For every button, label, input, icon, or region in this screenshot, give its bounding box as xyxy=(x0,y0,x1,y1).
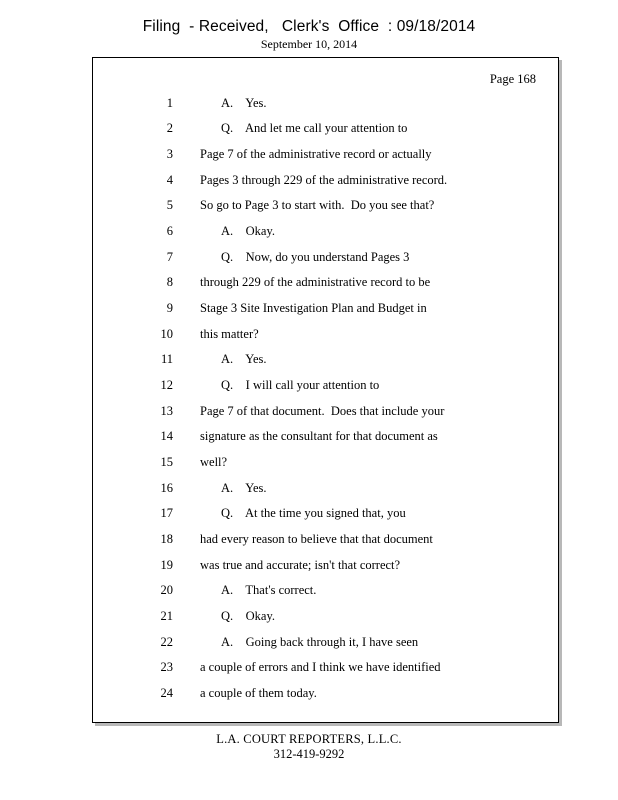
transcript-line: Q. At the time you signed that, you xyxy=(221,506,406,520)
line-number: 13 xyxy=(160,404,173,418)
transcript-line: So go to Page 3 to start with. Do you see that? xyxy=(200,198,435,212)
transcript-line: A. That's correct. xyxy=(221,583,317,597)
transcript-line: Q. Now, do you understand Pages 3 xyxy=(221,250,410,264)
transcript-line: Q. I will call your attention to xyxy=(221,378,380,392)
transcript-line: A. Going back through it, I have seen xyxy=(221,635,419,649)
transcript-line: was true and accurate; isn't that correct? xyxy=(200,558,401,572)
transcript-line: signature as the consultant for that document as xyxy=(200,429,438,443)
line-number: 24 xyxy=(160,686,173,700)
line-number: 14 xyxy=(160,429,173,443)
line-number: 3 xyxy=(166,147,173,161)
transcript-line: Page 7 of the administrative record or actually xyxy=(200,147,432,161)
page-number: Page 168 xyxy=(489,72,536,86)
line-number: 22 xyxy=(160,635,173,649)
line-number: 19 xyxy=(160,558,173,572)
transcript-line: Q. And let me call your attention to xyxy=(221,121,408,135)
transcript-line: A. Yes. xyxy=(221,352,267,366)
transcript-line: well? xyxy=(200,455,228,469)
transcript-line: a couple of them today. xyxy=(200,686,317,700)
line-number: 21 xyxy=(160,609,173,623)
transcript-line: A. Okay. xyxy=(221,224,276,238)
deposition-date: September 10, 2014 xyxy=(260,37,358,51)
line-number: 18 xyxy=(160,532,173,546)
transcript-line: had every reason to believe that that document xyxy=(200,532,433,546)
transcript-line: Pages 3 through 229 of the administrative record. xyxy=(200,173,448,187)
line-number: 7 xyxy=(166,250,173,264)
line-number: 4 xyxy=(166,173,173,187)
transcript-line: Q. Okay. xyxy=(221,609,276,623)
line-number: 6 xyxy=(166,224,173,238)
filing-stamp: Filing - Received, Clerk's Office : 09/18/2014 xyxy=(142,18,476,35)
line-number: 5 xyxy=(166,198,173,212)
line-number: 23 xyxy=(160,660,173,674)
line-number: 1 xyxy=(166,96,173,110)
transcript-line: this matter? xyxy=(200,327,259,341)
line-number: 20 xyxy=(160,583,173,597)
line-number: 2 xyxy=(166,121,173,135)
line-number: 17 xyxy=(160,506,173,520)
line-number: 10 xyxy=(160,327,173,341)
transcript-page xyxy=(92,57,559,723)
line-number: 12 xyxy=(160,378,173,392)
transcript-line: Stage 3 Site Investigation Plan and Budget in xyxy=(200,301,427,315)
transcript-line: A. Yes. xyxy=(221,96,267,110)
transcript-line: a couple of errors and I think we have identified xyxy=(200,660,441,674)
line-number: 11 xyxy=(160,352,173,366)
line-number: 16 xyxy=(160,481,173,495)
reporter-company: L.A. COURT REPORTERS, L.L.C. xyxy=(216,732,402,746)
transcript-line: A. Yes. xyxy=(221,481,267,495)
transcript-line: Page 7 of that document. Does that include your xyxy=(200,404,445,418)
line-number: 8 xyxy=(166,275,173,289)
transcript-line: through 229 of the administrative record to be xyxy=(200,275,431,289)
line-number: 9 xyxy=(166,301,173,315)
line-number: 15 xyxy=(160,455,173,469)
reporter-phone: 312-419-9292 xyxy=(273,747,345,761)
